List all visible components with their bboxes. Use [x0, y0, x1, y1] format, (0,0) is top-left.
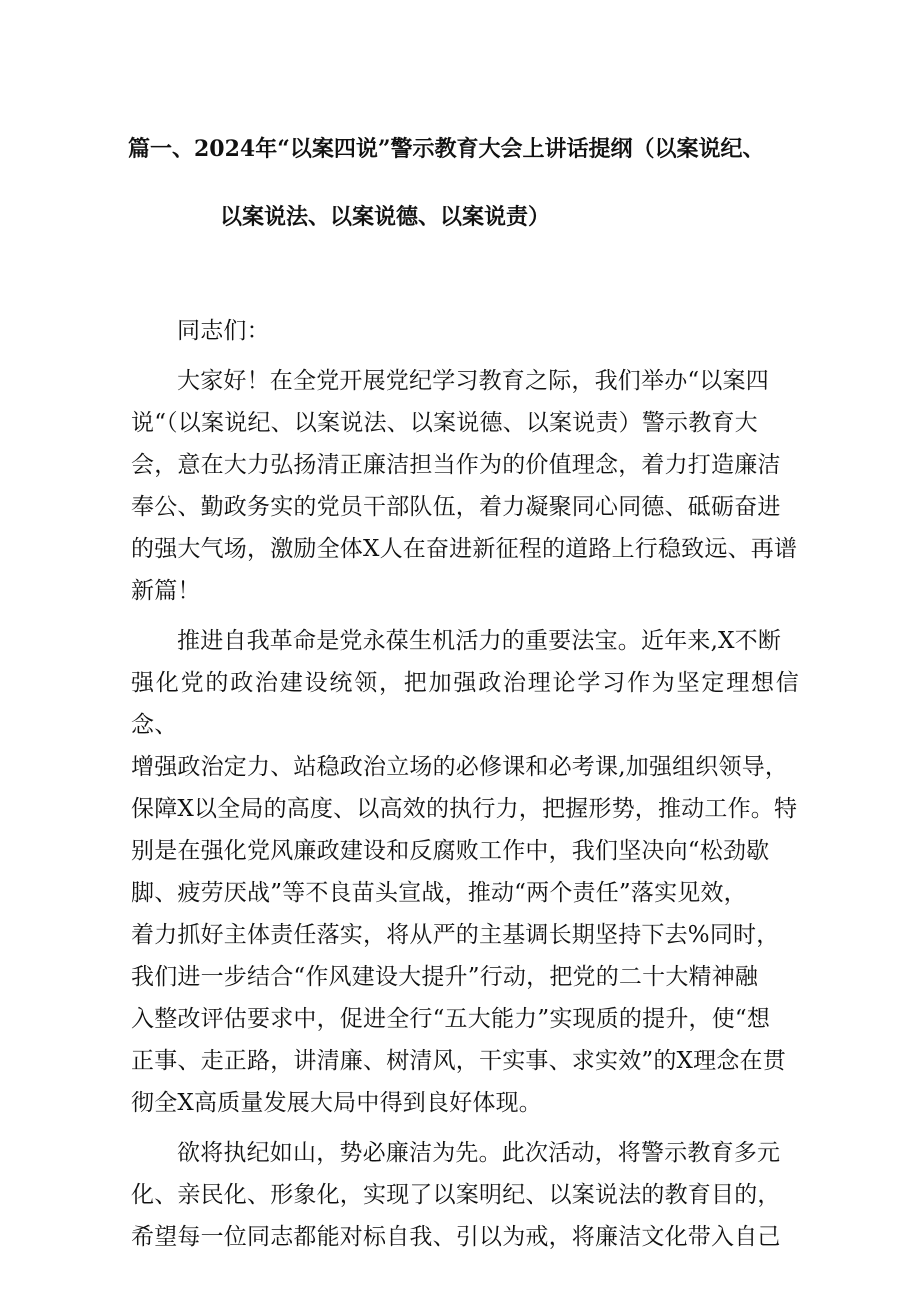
title-line-1: 篇一、2024年“以案四说”警示教育大会上讲话提纲（以案说纪、 — [128, 136, 765, 162]
paragraph-line: 的强大气场，激励全体X人在奋进新征程的道路上行稳致远、再谱 — [131, 536, 798, 562]
paragraph-line: 大家好！在全党开展党纪学习教育之际，我们举办“以案四 — [177, 368, 769, 394]
paragraph-2 — [131, 620, 799, 1124]
paragraph-line: 说“（以案说纪、以案说法、以案说德、以案说责）警示教育大 — [131, 410, 758, 436]
salutation: 同志们： — [177, 318, 270, 344]
document-title — [128, 134, 808, 232]
paragraph-line: 着力抓好主体责任落实，将从严的主基调长期坚持下去%同时， — [131, 922, 780, 948]
paragraph-3 — [131, 1132, 799, 1258]
paragraph-line: 别是在强化党风廉政建设和反腐败工作中，我们坚决向“松劲歇 — [131, 838, 770, 864]
paragraph-line: 增强政治定力、站稳政治立场的必修课和必考课,加强组织领导， — [131, 754, 789, 780]
paragraph-line: 欲将执纪如山，势必廉洁为先。此次活动，将警示教育多元 — [177, 1140, 781, 1166]
paragraph-line: 会，意在大力弘扬清正廉洁担当作为的价值理念，着力打造廉洁 — [131, 452, 781, 478]
paragraph-line: 脚、疲劳厌战”等不良苗头宣战，推动“两个责任”落实见效， — [131, 880, 747, 906]
paragraph-line: 新篇！ — [131, 578, 201, 604]
paragraph-line: 入整改评估要求中，促进全行“五大能力”实现质的提升，使“想 — [131, 1006, 771, 1032]
paragraph-line: 彻全X高质量发展大局中得到良好体现。 — [131, 1090, 542, 1116]
paragraph-line: 正事、走正路，讲清廉、树清风，干实事、求实效”的X理念在贯 — [131, 1048, 786, 1074]
paragraph-line: 推进自我革命是党永葆生机活力的重要法宝。近年来,X不断 — [177, 628, 782, 654]
paragraph-1 — [131, 360, 799, 612]
title-line-2: 以案说法、以案说德、以案说责） — [220, 204, 551, 230]
paragraph-line: 化、亲民化、形象化，实现了以案明纪、以案说法的教育目的， — [131, 1182, 781, 1208]
paragraph-line: 我们进一步结合“作风建设大提升”行动，把党的二十大精神融 — [131, 964, 759, 990]
document-body — [131, 310, 799, 1266]
paragraph-line: 希望每一位同志都能对标自我、引以为戒，将廉洁文化带入自己 — [131, 1224, 781, 1250]
paragraph-line: 强化党的政治建设统领，把加强政治理论学习作为坚定理想信念、 — [131, 670, 799, 738]
paragraph-line: 奉公、勤政务实的党员干部队伍，着力凝聚同心同德、砥砺奋进 — [131, 494, 781, 520]
paragraph-line: 保障X以全局的高度、以高效的执行力，把握形势，推动工作。特 — [131, 796, 798, 822]
